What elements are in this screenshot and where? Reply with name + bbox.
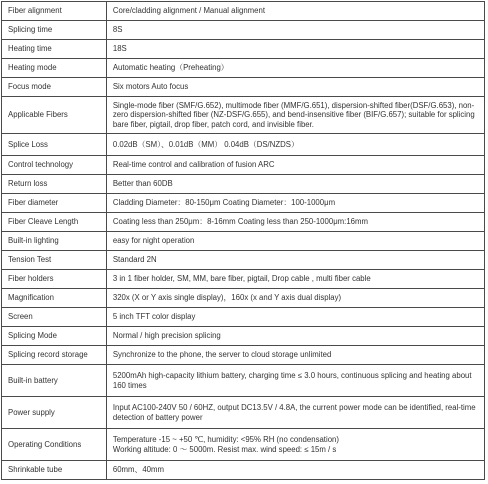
- row-label: Applicable Fibers: [2, 97, 107, 134]
- row-label: Fiber alignment: [2, 2, 107, 21]
- row-value: Cladding Diameter：80-150μm Coating Diameter：100-1000μm: [106, 194, 484, 213]
- table-row: [2, 365, 485, 397]
- row-value: Automatic heating（Preheating）: [106, 59, 484, 78]
- table-row: [2, 461, 485, 480]
- row-value: Synchronize to the phone, the server to cloud storage unlimited: [106, 346, 484, 365]
- row-value: Temperature -15 ~ +50 ℃, humidity: <95% RH (no condensation) Working altitude: 0 ～ 5000m. Resist max. wind speed: ≤ 15m / s: [106, 429, 484, 461]
- table-row: [2, 308, 485, 327]
- row-value: 60mm、40mm: [106, 461, 484, 480]
- table-row: [2, 175, 485, 194]
- row-value: 18S: [106, 40, 484, 59]
- row-label: Splicing time: [2, 21, 107, 40]
- table-row: [2, 97, 485, 134]
- row-value: Single-mode fiber (SMF/G.652), multimode fiber (MMF/G.651), dispersion-shifted fiber(DSF/G.653), non-zero dispersion-shifted fiber (NZ-DSF/G.655), and bend-insensitive fiber (BIF/G.657); suitable for splicing bare fiber, pigtail, drop fiber, patch cord, and invisible fiber.: [106, 97, 484, 134]
- table-row: [2, 59, 485, 78]
- row-value: 320x (X or Y axis single display)，160x (x and Y axis dual display): [106, 289, 484, 308]
- row-value: Normal / high precision splicing: [106, 327, 484, 346]
- row-value: Standard 2N: [106, 251, 484, 270]
- table-row: [2, 78, 485, 97]
- table-row: [2, 429, 485, 461]
- table-row: [2, 289, 485, 308]
- row-label: Splice Loss: [2, 134, 107, 156]
- row-value: Input AC100-240V 50 / 60HZ, output DC13.5V / 4.8A, the current power mode can be identified, real-time detection of battery power: [106, 397, 484, 429]
- row-label: Built-in battery: [2, 365, 107, 397]
- row-label: Shrinkable tube: [2, 461, 107, 480]
- row-label: Heating mode: [2, 59, 107, 78]
- row-value: Six motors Auto focus: [106, 78, 484, 97]
- row-label: Tension Test: [2, 251, 107, 270]
- row-label: Fiber Cleave Length: [2, 213, 107, 232]
- row-value: Better than 60DB: [106, 175, 484, 194]
- table-row: [2, 327, 485, 346]
- row-label: Fiber holders: [2, 270, 107, 289]
- row-value: 8S: [106, 21, 484, 40]
- row-value: Coating less than 250μm：8-16mm Coating less than 250-1000μm:16mm: [106, 213, 484, 232]
- row-value: 0.02dB（SM）、0.01dB（MM） 0.04dB（DS/NZDS）: [106, 134, 484, 156]
- row-label: Screen: [2, 308, 107, 327]
- row-label: Power supply: [2, 397, 107, 429]
- row-value: 5200mAh high-capacity lithium battery, charging time ≤ 3.0 hours, continuous splicing and heating about 160 times: [106, 365, 484, 397]
- row-label: Splicing Mode: [2, 327, 107, 346]
- table-row: [2, 397, 485, 429]
- row-label: Built-in lighting: [2, 232, 107, 251]
- row-label: Splicing record storage: [2, 346, 107, 365]
- table-row: [2, 251, 485, 270]
- table-row: [2, 40, 485, 59]
- row-label: Heating time: [2, 40, 107, 59]
- row-label: Fiber diameter: [2, 194, 107, 213]
- row-label: Control technology: [2, 156, 107, 175]
- table-row: [2, 270, 485, 289]
- row-value: Core/cladding alignment / Manual alignment: [106, 2, 484, 21]
- table-row: [2, 194, 485, 213]
- table-row: [2, 134, 485, 156]
- row-value: easy for night operation: [106, 232, 484, 251]
- row-label: Operating Conditions: [2, 429, 107, 461]
- table-row: [2, 232, 485, 251]
- row-value: Real-time control and calibration of fusion ARC: [106, 156, 484, 175]
- table-row: [2, 156, 485, 175]
- spec-table: [1, 1, 485, 480]
- table-row: [2, 213, 485, 232]
- table-row: [2, 2, 485, 21]
- table-row: [2, 346, 485, 365]
- row-value: 3 in 1 fiber holder, SM, MM, bare fiber, pigtail, Drop cable , multi fiber cable: [106, 270, 484, 289]
- row-label: Return loss: [2, 175, 107, 194]
- row-value: 5 inch TFT color display: [106, 308, 484, 327]
- row-label: Magnification: [2, 289, 107, 308]
- row-label: Focus mode: [2, 78, 107, 97]
- table-row: [2, 21, 485, 40]
